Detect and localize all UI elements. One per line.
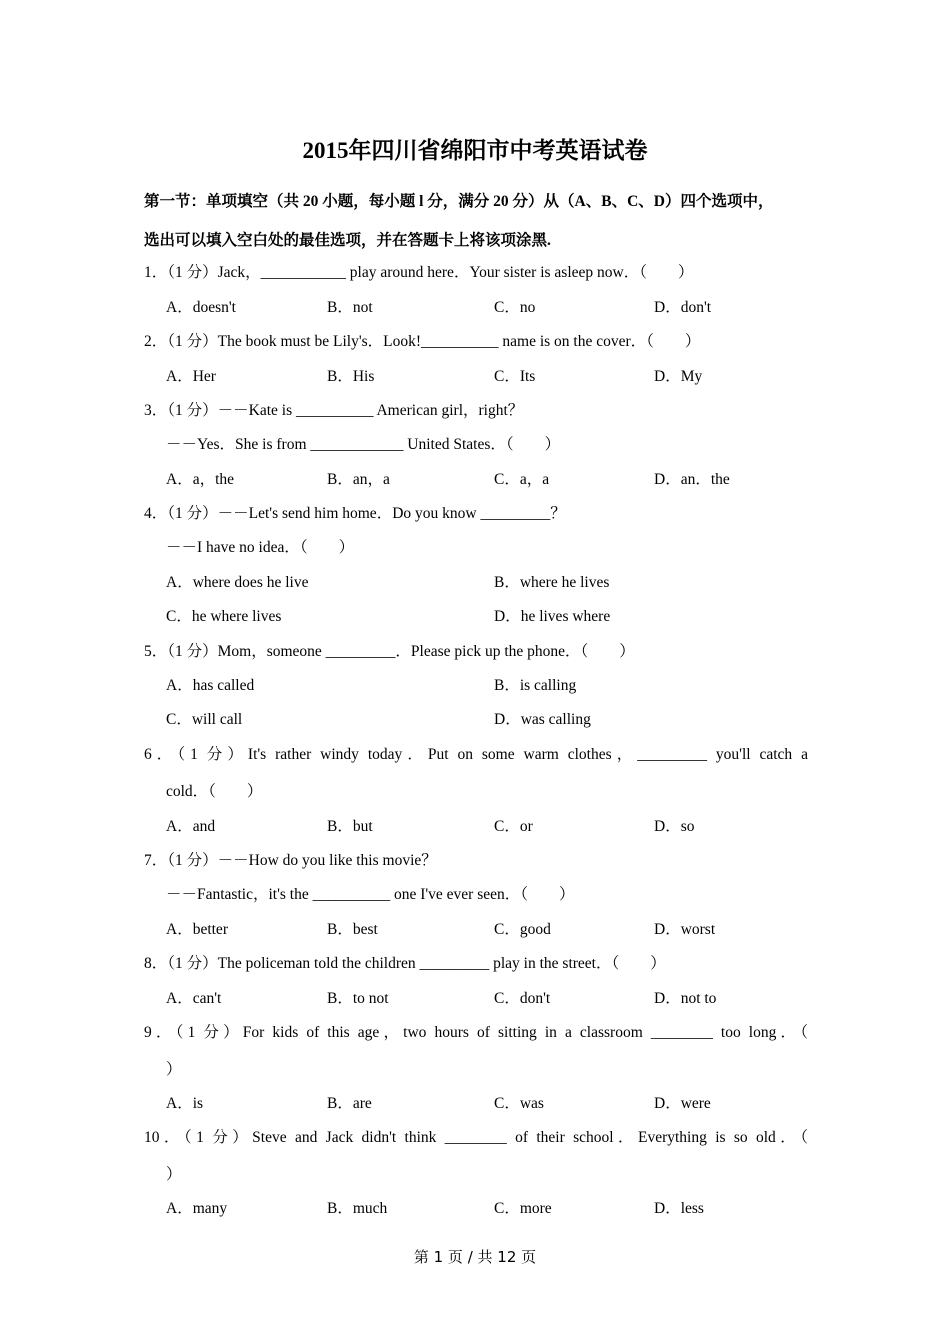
question-5-stem: 5．（1 分）Mom，someone _________．Please pick up the phone．（ ） (144, 643, 635, 660)
question-2-option-b[interactable]: B．His (327, 368, 375, 385)
question-9-option-b[interactable]: B．are (327, 1095, 372, 1112)
section-heading-line-1: 第一节：单项填空（共 20 小题，每小题 l 分，满分 20 分）从（A、B、C、D）四个选项中， (144, 193, 774, 210)
question-2-stem: 2．（1 分）The book must be Lily's．Look!__________ name is on the cover．（ ） (144, 333, 701, 350)
question-9-option-a[interactable]: A．is (166, 1095, 204, 1112)
question-6-option-d[interactable]: D．so (654, 818, 695, 835)
question-8-option-b[interactable]: B．to not (327, 990, 389, 1007)
question-10-stem-line-2: ） (166, 1166, 182, 1183)
question-6-option-b[interactable]: B．but (327, 818, 373, 835)
question-4-option-b[interactable]: B．where he lives (494, 574, 610, 591)
question-4-option-a[interactable]: A．where does he live (166, 574, 309, 591)
question-5-option-a[interactable]: A．has called (166, 677, 255, 694)
question-10-option-b[interactable]: B．much (327, 1200, 388, 1217)
question-8-option-c[interactable]: C．don't (494, 990, 551, 1007)
question-1-option-c[interactable]: C．no (494, 299, 536, 316)
question-4-option-c[interactable]: C．he where lives (166, 608, 282, 625)
question-10-stem: 10．（1 分）Steve and Jack didn't think ________ of their school．Everything is so old．（ (144, 1129, 808, 1146)
question-1-stem: 1．（1 分）Jack，___________ play around here．Your sister is asleep now．（ ） (144, 264, 694, 281)
question-2-option-c[interactable]: C．Its (494, 368, 536, 385)
question-3-option-b[interactable]: B．an，a (327, 471, 390, 488)
page-footer: 第 1 页 / 共 12 页 (413, 1248, 537, 1266)
question-8-option-d[interactable]: D．not to (654, 990, 717, 1007)
question-7-option-b[interactable]: B．best (327, 921, 378, 938)
question-4-option-d[interactable]: D．he lives where (494, 608, 611, 625)
question-5-option-d[interactable]: D．was calling (494, 711, 591, 728)
question-10-option-d[interactable]: D．less (654, 1200, 704, 1217)
question-7-option-a[interactable]: A．better (166, 921, 228, 938)
question-4-stem: 4．（1 分）－－Let's send him home．Do you know _________？ (144, 505, 566, 522)
question-1-option-d[interactable]: D．don't (654, 299, 712, 316)
question-2-option-d[interactable]: D．My (654, 368, 703, 385)
question-3-stem: 3．（1 分）－－Kate is __________ American girl，right？ (144, 402, 524, 419)
question-6-stem: 6．（1 分）It's rather windy today．Put on some warm clothes，_________ you'll catch a (144, 746, 808, 763)
question-9-stem-line-2: ） (166, 1061, 182, 1078)
section-heading-line-2: 选出可以填入空白处的最佳选项，并在答题卡上将该项涂黑. (144, 232, 551, 249)
question-7-option-c[interactable]: C．good (494, 921, 551, 938)
question-9-option-d[interactable]: D．were (654, 1095, 711, 1112)
question-5-option-c[interactable]: C．will call (166, 711, 243, 728)
question-10-option-c[interactable]: C．more (494, 1200, 552, 1217)
question-1-option-a[interactable]: A．doesn't (166, 299, 236, 316)
question-1-option-b[interactable]: B．not (327, 299, 373, 316)
question-9-stem: 9．（1 分）For kids of this age，two hours of sitting in a classroom ________ too long．（ (144, 1024, 808, 1041)
question-6-stem-line-2: cold．（ ） (166, 783, 263, 800)
question-7-stem: 7．（1 分）－－How do you like this movie？ (144, 852, 437, 869)
question-3-option-a[interactable]: A．a，the (166, 471, 235, 488)
question-7-option-d[interactable]: D．worst (654, 921, 716, 938)
question-3-stem-line-2: －－Yes．She is from ____________ United States．（ ） (166, 436, 561, 453)
page-title: 2015年四川省绵阳市中考英语试卷 (302, 138, 648, 163)
question-7-stem-line-2: －－Fantastic，it's the __________ one I've ever seen．（ ） (166, 886, 575, 903)
question-5-option-b[interactable]: B．is calling (494, 677, 577, 694)
question-8-option-a[interactable]: A．can't (166, 990, 222, 1007)
question-3-option-d[interactable]: D．an．the (654, 471, 730, 488)
question-6-option-c[interactable]: C．or (494, 818, 533, 835)
question-4-stem-line-2: －－I have no idea．（ ） (166, 539, 355, 556)
question-3-option-c[interactable]: C．a，a (494, 471, 550, 488)
question-6-option-a[interactable]: A．and (166, 818, 216, 835)
question-2-option-a[interactable]: A．Her (166, 368, 216, 385)
question-8-stem: 8．（1 分）The policeman told the children _________ play in the street．（ ） (144, 955, 666, 972)
question-9-option-c[interactable]: C．was (494, 1095, 544, 1112)
question-10-option-a[interactable]: A．many (166, 1200, 228, 1217)
